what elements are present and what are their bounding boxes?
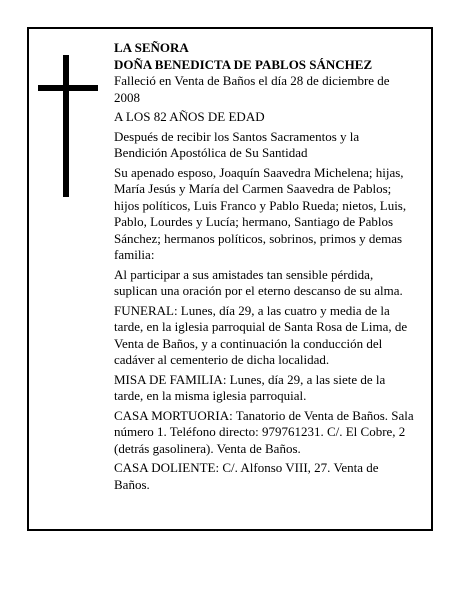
- death-statement: Falleció en Venta de Baños el día 28 de diciembre de 2008: [114, 73, 390, 105]
- mourning-home-info: CASA DOLIENTE: C/. Alfonso VIII, 27. Venta de Baños.: [114, 460, 379, 492]
- prayer-request: Al participar a sus amistades tan sensible pérdida, suplican una oración por el eterno descanso de su alma.: [114, 266, 403, 298]
- honorific-title: LA SEÑORA: [114, 40, 189, 55]
- funeral-info: FUNERAL: Lunes, día 29, a las cuatro y media de la tarde, en la iglesia parroquial de Santa Rosa de Lima, de Venta de Baños, y a continuación la conducción del cadáver al cementerio de dicha localidad.: [114, 302, 408, 367]
- family-list: Su apenado esposo, Joaquín Saavedra Michelena; hijas, María Jesús y María del Carmen Saavedra de Pablos; hijos políticos, Luis Franco y Pablo Rueda; nietos, Luis, Pablo, Lourdes y Lucía; hermano, Santiago de Pablos Sánchez; hermanos políticos, sobrinos, primos y demas familia:: [114, 164, 407, 262]
- cross-horizontal-bar: [38, 85, 98, 91]
- cross-vertical-bar: [63, 55, 69, 197]
- age-statement: A LOS 82 AÑOS DE EDAD: [114, 109, 265, 124]
- mortuary-info: CASA MORTUORIA: Tanatorio de Venta de Baños. Sala número 1. Teléfono directo: 979761231. C/. El Cobre, 2 (detrás gasolinera). Venta de Baños.: [114, 407, 414, 456]
- obituary-text: [114, 40, 414, 496]
- deceased-name: DOÑA BENEDICTA DE PABLOS SÁNCHEZ: [114, 56, 373, 72]
- family-mass-info: MISA DE FAMILIA: Lunes, día 29, a las siete de la tarde, en la misma iglesia parroquial.: [114, 371, 386, 403]
- latin-cross-icon: [38, 55, 98, 197]
- sacraments-statement: Después de recibir los Santos Sacramentos y la Bendición Apostólica de Su Santidad: [114, 128, 360, 160]
